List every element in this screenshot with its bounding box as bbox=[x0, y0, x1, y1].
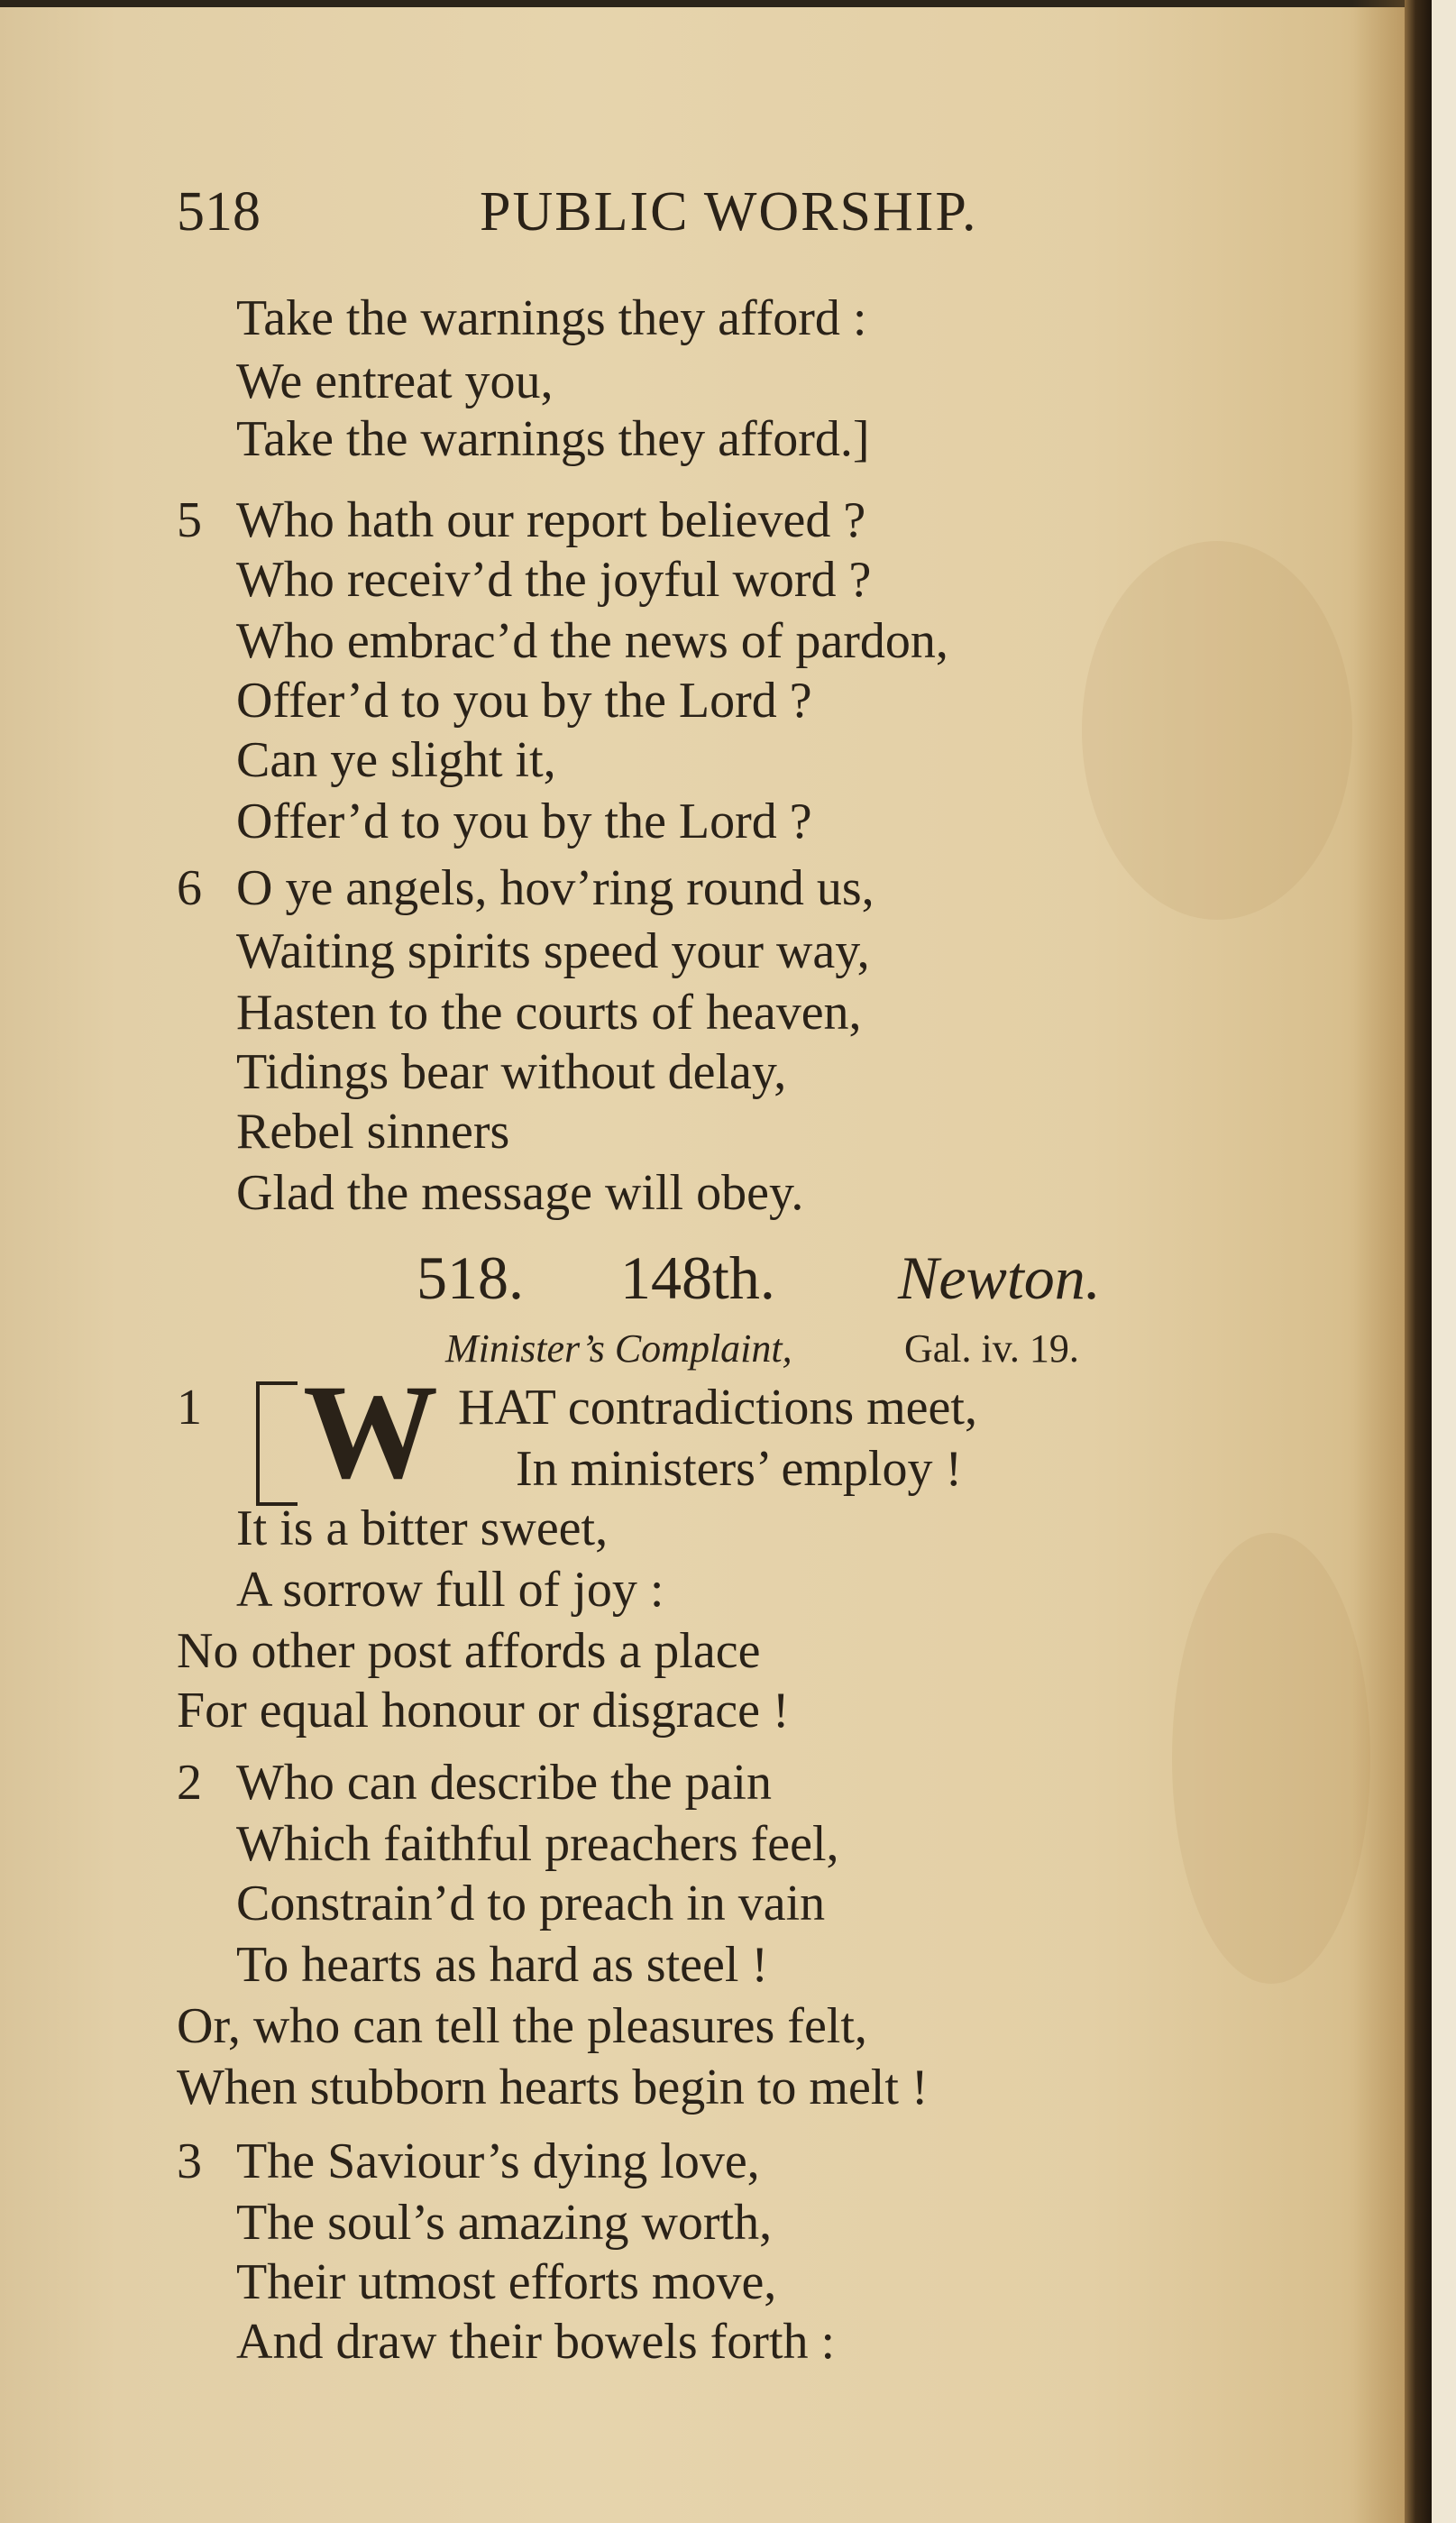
hymn-line: Offer’d to you by the Lord ? bbox=[236, 794, 812, 849]
hymn-line: Or, who can tell the pleasures felt, bbox=[177, 1998, 867, 2054]
drop-cap: W bbox=[303, 1357, 438, 1507]
hymn-line: Take the warnings they afford.] bbox=[236, 411, 870, 467]
page-margin-right bbox=[1432, 0, 1456, 2523]
hymn-line: Who can describe the pain bbox=[236, 1755, 772, 1811]
hymn-line: Who embrac’d the news of pardon, bbox=[236, 613, 948, 669]
hymn-line: To hearts as hard as steel ! bbox=[236, 1937, 769, 1993]
hymn-line: Take the warnings they afford : bbox=[236, 290, 867, 346]
hymn-line: When stubborn hearts begin to melt ! bbox=[177, 2060, 929, 2115]
verse-number: 6 bbox=[177, 860, 202, 916]
hymn-line: In ministers’ employ ! bbox=[516, 1441, 963, 1497]
verse-number: 1 bbox=[177, 1380, 202, 1436]
hymn-line: The Saviour’s dying love, bbox=[236, 2133, 760, 2189]
hymn-line: HAT contradictions meet, bbox=[458, 1380, 977, 1436]
hymn-line: No other post affords a place bbox=[177, 1623, 761, 1679]
hymn-subtitle: Minister’s Complaint, bbox=[445, 1326, 792, 1371]
hymn-meter: 148th. bbox=[620, 1243, 775, 1312]
drop-cap-bracket bbox=[256, 1381, 298, 1506]
hymn-line: The soul’s amazing worth, bbox=[236, 2195, 773, 2251]
verse-number: 2 bbox=[177, 1755, 202, 1811]
scripture-reference: Gal. iv. 19. bbox=[904, 1326, 1079, 1371]
verse-number: 5 bbox=[177, 492, 202, 548]
hymn-line: Can ye slight it, bbox=[236, 732, 556, 788]
hymn-line: Waiting spirits speed your way, bbox=[236, 923, 870, 979]
running-title: PUBLIC WORSHIP. bbox=[480, 181, 978, 243]
hymn-line: Tidings bear without delay, bbox=[236, 1044, 787, 1100]
hymn-tune: Newton. bbox=[898, 1243, 1101, 1312]
verse-number: 3 bbox=[177, 2133, 202, 2189]
hymn-line: O ye angels, hov’ring round us, bbox=[236, 860, 875, 916]
hymn-line: It is a bitter sweet, bbox=[236, 1500, 609, 1556]
page-top-edge bbox=[0, 0, 1456, 7]
hymn-line: Who hath our report believed ? bbox=[236, 492, 866, 548]
hymn-number: 518. bbox=[417, 1243, 524, 1312]
hymn-line: Who receiv’d the joyful word ? bbox=[236, 552, 872, 608]
hymn-line: A sorrow full of joy : bbox=[236, 1562, 664, 1618]
hymn-line: Which faithful preachers feel, bbox=[236, 1816, 839, 1872]
hymn-line: Hasten to the courts of heaven, bbox=[236, 985, 862, 1041]
hymn-line: Constrain’d to preach in vain bbox=[236, 1876, 826, 1931]
hymn-line: Rebel sinners bbox=[236, 1104, 510, 1160]
hymn-line: Their utmost efforts move, bbox=[236, 2254, 777, 2310]
spine-shadow bbox=[1352, 0, 1405, 2523]
hymn-line: Offer’d to you by the Lord ? bbox=[236, 673, 812, 729]
paper-stain bbox=[1172, 1533, 1370, 1984]
hymn-line: Glad the message will obey. bbox=[236, 1165, 804, 1221]
page-number: 518 bbox=[177, 181, 261, 243]
book-spine bbox=[1405, 0, 1432, 2523]
hymn-line: For equal honour or disgrace ! bbox=[177, 1683, 790, 1739]
hymn-line: We entreat you, bbox=[236, 353, 554, 409]
hymn-line: And draw their bowels forth : bbox=[236, 2314, 836, 2370]
paper-stain bbox=[1082, 541, 1352, 920]
